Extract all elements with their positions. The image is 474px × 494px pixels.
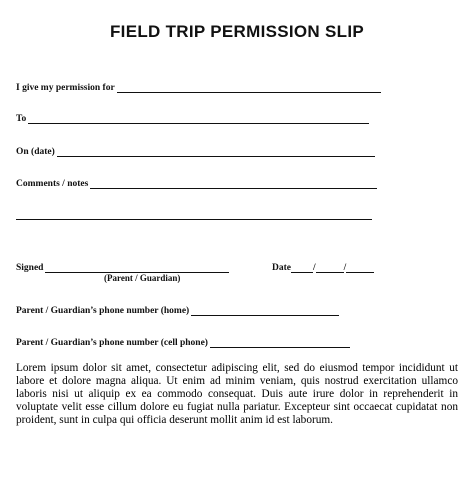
sign-date-row	[272, 262, 374, 273]
to-row	[16, 113, 369, 124]
permission-label: I give my permission for	[16, 83, 115, 93]
sign-date-day-blank[interactable]	[316, 262, 344, 273]
parent-guardian-sublabel: (Parent / Guardian)	[104, 273, 181, 283]
permission-row	[16, 82, 381, 93]
cell-phone-blank-line[interactable]	[210, 337, 350, 348]
to-blank-line[interactable]	[28, 113, 369, 124]
page-title: FIELD TRIP PERMISSION SLIP	[109, 22, 365, 41]
comments-label: Comments / notes	[16, 179, 89, 189]
comments-blank-line[interactable]	[90, 178, 377, 189]
permission-blank-line[interactable]	[117, 82, 381, 93]
signed-row	[16, 262, 229, 273]
date-row	[16, 146, 375, 157]
to-label: To	[16, 114, 27, 124]
home-phone-row	[16, 305, 339, 316]
comments-extra-line[interactable]	[16, 218, 372, 220]
cell-phone-label: Parent / Guardian’s phone number (cell phone)	[16, 338, 208, 348]
body-paragraph: Lorem ipsum dolor sit amet, consectetur adipiscing elit, sed do eiusmod tempor incididunt ut labore et dolore magna aliqua. Ut enim ad minim veniam, quis nostrud exercitation ullamco laboris nisi ut aliquip ex ea commodo consequat. Duis aute irure dolor in reprehenderit in voluptate velit esse cillum dolore eu fugiat nulla pariatur. Excepteur sint occaecat cupidatat non proident, sunt in culpa qui officia deserunt mollit anim id est laborum.	[16, 362, 458, 426]
sign-date-year-blank[interactable]	[343, 262, 374, 273]
comments-row	[16, 178, 377, 189]
date-label: On (date)	[16, 147, 55, 157]
signature-blank-line[interactable]	[45, 262, 229, 273]
cell-phone-row	[16, 337, 350, 348]
home-phone-label: Parent / Guardian’s phone number (home)	[16, 306, 190, 316]
sign-date-separator-2: /	[343, 263, 347, 273]
sign-date-month-blank[interactable]	[291, 262, 313, 273]
home-phone-blank-line[interactable]	[191, 305, 339, 316]
date-blank-line[interactable]	[57, 146, 375, 157]
sign-date-label: Date	[272, 263, 291, 273]
sign-date-separator-1: /	[313, 263, 316, 273]
signed-label: Signed	[16, 263, 44, 273]
